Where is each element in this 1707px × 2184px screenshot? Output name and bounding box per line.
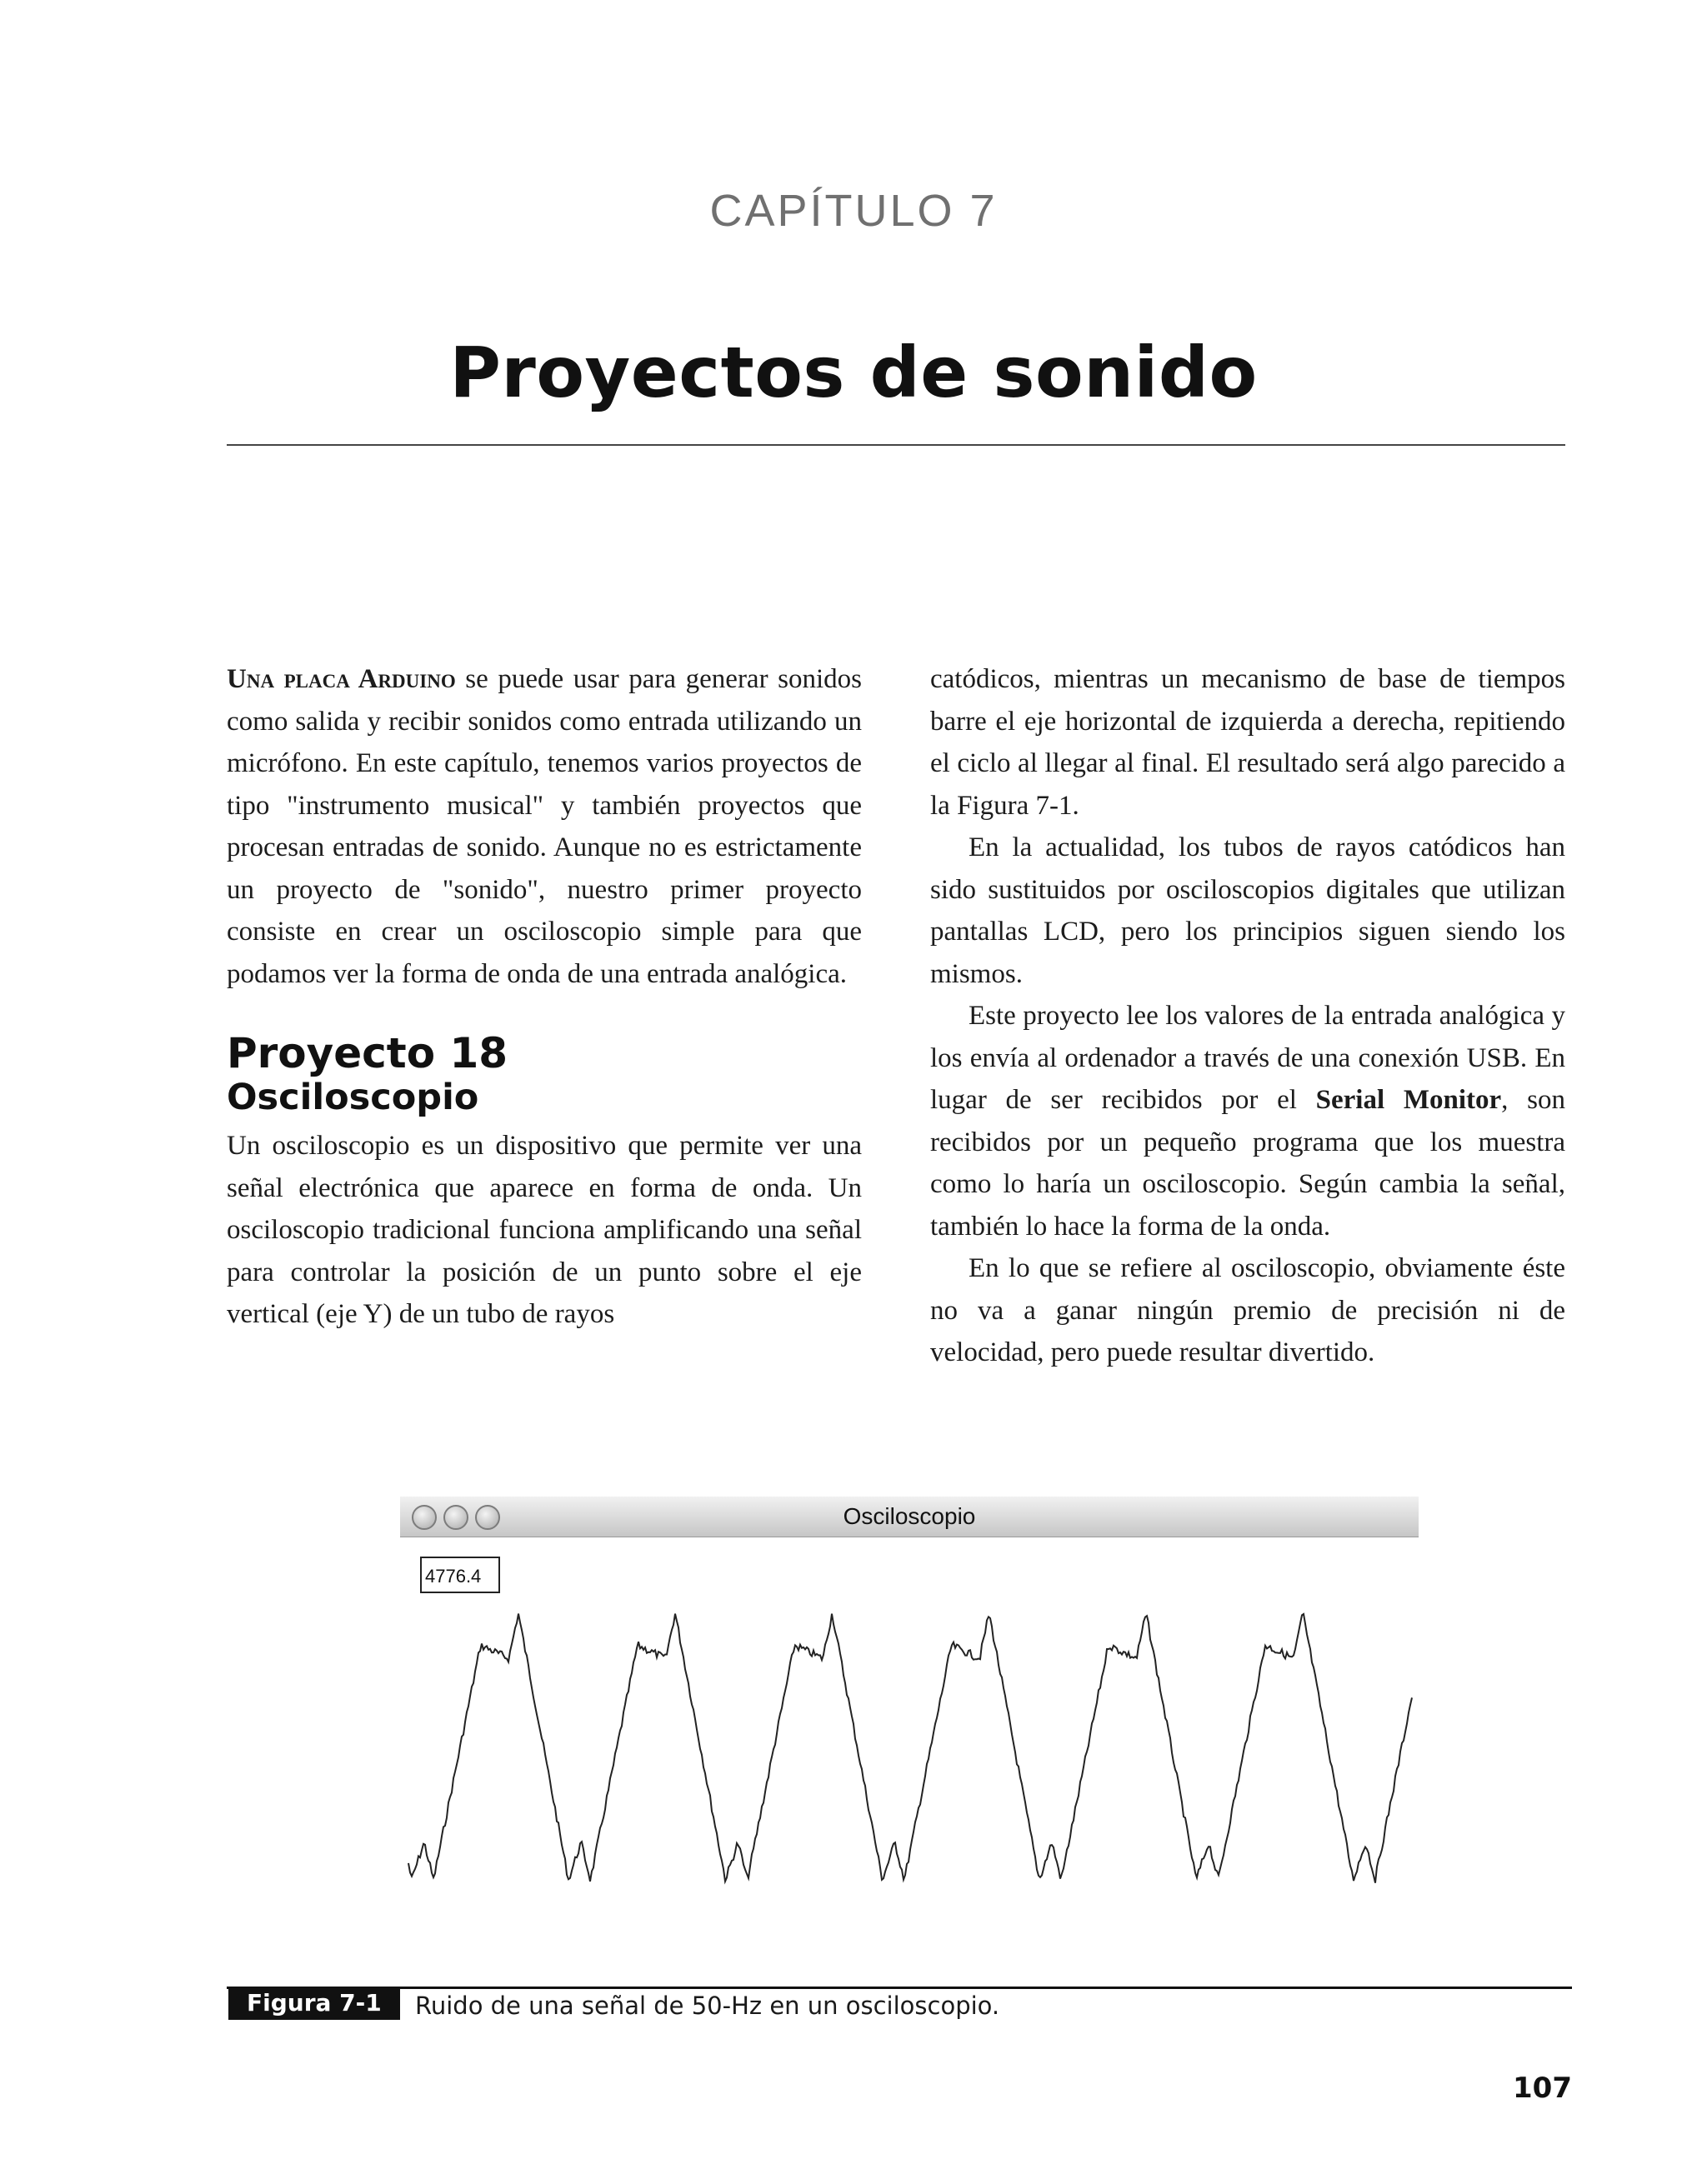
project-heading — [227, 1030, 862, 1118]
paragraph-1: catódicos, mientras un mecanismo de base de tiempos barre el eje horizontal de izquierda a derecha, repitiendo el ciclo al llegar al final. El resultado será algo parecido a la Figura 7-1. — [930, 664, 1565, 821]
paragraph-4: En lo que se refiere al osciloscopio, obviamente éste no va a ganar ningún premio de precisión ni de velocidad, pero puede resultar divertido. — [930, 1253, 1565, 1367]
project-number: Proyecto 18 — [227, 1029, 508, 1077]
right-column — [930, 658, 1565, 1374]
page-number: 107 — [1513, 2072, 1572, 2105]
left-column — [227, 658, 862, 1336]
paragraph-2: En la actualidad, los tubos de rayos catódicos han sido sustituidos por osciloscopios digitales que utilizan pantallas LCD, pero los principios siguen siendo los mismos. — [930, 832, 1565, 989]
intro-paragraph — [227, 658, 862, 995]
paragraph-3-start: Este proyecto lee los valores de la entrada analógica y los envía al ordenador a través de una conexión USB. En lugar de ser recibidos por el — [930, 1001, 1565, 1115]
intro-text: se puede usar para generar sonidos como salida y recibir sonidos como entrada utilizando un micrófono. En este capítulo, tenemos varios proyectos de tipo "instrumento musical" y también proyectos que procesan entradas de sonido. Aunque no es estrictamente un proyecto de "sonido", nuestro primer proyecto consiste en crear un osciloscopio simple para que podamos ver la forma de onda de una entrada analógica. — [227, 664, 862, 989]
figure-label: Figura 7-1 — [228, 1987, 400, 2020]
window-title: Osciloscopio — [843, 1503, 976, 1529]
readout-value: 4776.4 — [420, 1557, 500, 1593]
figure-caption: Ruido de una señal de 50-Hz en un osciloscopio. — [415, 1992, 1000, 2020]
oscilloscope-figure — [400, 1497, 1419, 1913]
paragraph-3-end: , son recibidos por un pequeño programa que los muestra como lo haría un osciloscopio. Según cambia la señal, también lo hace la forma de la onda. — [930, 1085, 1566, 1242]
title-divider — [227, 444, 1565, 446]
project-name: Osciloscopio — [227, 1077, 479, 1118]
serial-monitor-term: Serial Monitor — [1315, 1085, 1502, 1115]
paragraph-3 — [930, 995, 1565, 1247]
chapter-title: Proyectos de sonido — [449, 332, 1258, 413]
waveform-line — [408, 1614, 1412, 1883]
intro-lead-in: Una placa Arduino — [227, 664, 456, 694]
waveform-plot — [400, 1597, 1419, 1913]
chapter-label: CAPÍTULO 7 — [709, 186, 998, 236]
window-titlebar — [400, 1497, 1419, 1537]
project-paragraph: Un osciloscopio es un dispositivo que permite ver una señal electrónica que aparece en forma de onda. Un osciloscopio tradicional funciona amplificando una señal para controlar la posición de un punto sobre el eje vertical (eje Y) de un tubo de rayos — [227, 1131, 862, 1329]
